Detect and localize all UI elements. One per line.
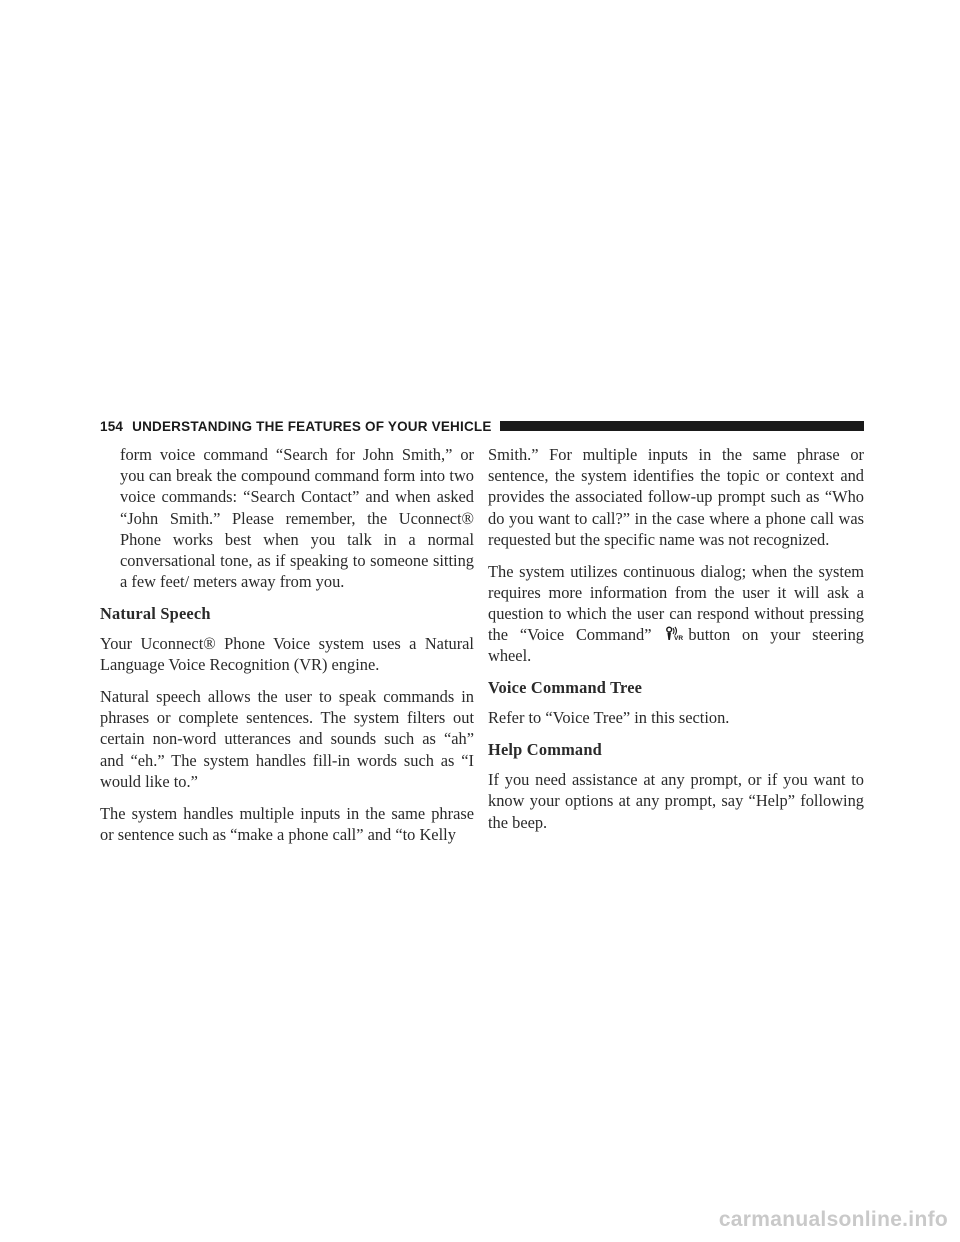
voice-command-icon (665, 626, 687, 641)
page-number: 154 (100, 418, 124, 434)
paragraph-smith: Smith.” For multiple inputs in the same phrase or sentence, the system identifies the topic or context and provides the associated follow-up prompt such as “Who do you want to call?” in the case where a phone call was requested but the specific name was not recognized. (488, 445, 864, 549)
watermark: carmanualsonline.info (718, 1208, 948, 1231)
heading-voice-command-tree: Voice Command Tree (488, 678, 643, 698)
svg-text:VR: VR (674, 635, 684, 642)
dialog-text-after: button on your steering wheel. (488, 625, 864, 666)
dialog-text-before: The system utilizes continuous dialog; when the system requires more information from the user it will ask a question to which the user can respond without pressing the “Voice Command” (488, 561, 864, 645)
paragraph-natural-speech: Natural speech allows the user to speak commands in phrases or complete sentences. The system filters out certain non-word utterances and sounds such as “ah” and “eh.” The system handles fill-in words such as “I would like to.” (100, 687, 474, 791)
left-column (100, 444, 474, 855)
paragraph-refer: Refer to “Voice Tree” in this section. (488, 708, 730, 728)
right-column (488, 444, 864, 843)
heading-natural-speech: Natural Speech (100, 603, 211, 623)
section-title: UNDERSTANDING THE FEATURES OF YOUR VEHICLE (132, 418, 492, 434)
paragraph-multiple-inputs: The system handles multiple inputs in the same phrase or sentence such as “make a phone call” and “to Kelly (100, 803, 474, 844)
paragraph-uconnect: Your Uconnect® Phone Voice system uses a Natural Language Voice Recognition (VR) engine. (100, 634, 474, 675)
header-rule (500, 421, 864, 431)
paragraph-help: If you need assistance at any prompt, or if you want to know your options at any prompt, say “Help” following the beep. (488, 770, 864, 832)
paragraph-continued: form voice command “Search for John Smith,” or you can break the compound command form into two voice commands: “Search Contact” and when asked “John Smith.” Please remember, the Uconnect® Phone works best when you talk in a normal conversational tone, as if speaking to someone sitting a few feet/ meters away from you. (120, 445, 474, 592)
page-header (100, 416, 864, 436)
paragraph-continuous-dialog (488, 561, 864, 667)
heading-help-command: Help Command (488, 739, 602, 759)
